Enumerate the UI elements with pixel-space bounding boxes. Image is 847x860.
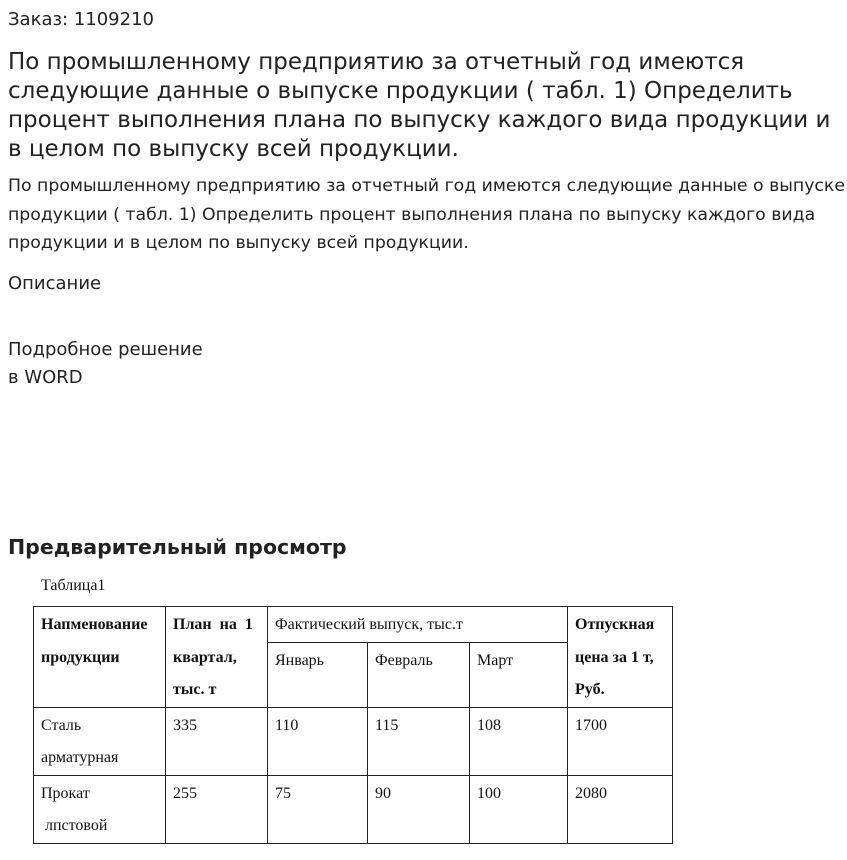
header-product-name: Напменование продукции [34,607,166,708]
header-month-january: Январь [268,642,368,707]
solution-line-2: в WORD [8,367,83,388]
header-plan: План на 1 квартал, тыс. т [166,607,268,708]
table-row [34,707,673,775]
cell-plan: 255 [166,775,268,843]
table-row [34,775,673,843]
solution-info [8,336,203,392]
cell-february: 90 [368,775,470,843]
cell-product-name: Сталь арматурная [34,707,166,775]
header-actual-output: Фактический выпуск, тыс.т [268,607,568,643]
table-caption: Таблица1 [41,577,106,594]
cell-january: 110 [268,707,368,775]
cell-product-name: Прокат лпстовой [34,775,166,843]
task-description: По промышленному предприятию за отчетный год имеются следующие данные о выпуске продукции ( табл. 1) Определить процент выполнения плана по выпуску каждого вида продукции и в целом по выпуску всей продукции. [8,176,846,253]
preview-table [33,606,673,844]
order-number: Заказ: 1109210 [8,9,154,30]
cell-price: 2080 [568,775,673,843]
header-month-february: Февраль [368,642,470,707]
cell-march: 108 [470,707,568,775]
cell-march: 100 [470,775,568,843]
cell-price: 1700 [568,707,673,775]
description-section-label: Описание [8,273,102,294]
solution-line-1: Подробное решение [8,339,203,360]
page-title: По промышленному предприятию за отчетный год имеются следующие данные о выпуске продукции ( табл. 1) Определить процент выполнения плана по выпуску каждого вида продукции и в целом по выпуску всей продукции. [8,49,831,162]
preview-heading: Предварительный просмотр [8,535,347,559]
cell-january: 75 [268,775,368,843]
cell-plan: 335 [166,707,268,775]
cell-february: 115 [368,707,470,775]
header-month-march: Март [470,642,568,707]
header-price: Отпускная цена за 1 т, Руб. [568,607,673,708]
